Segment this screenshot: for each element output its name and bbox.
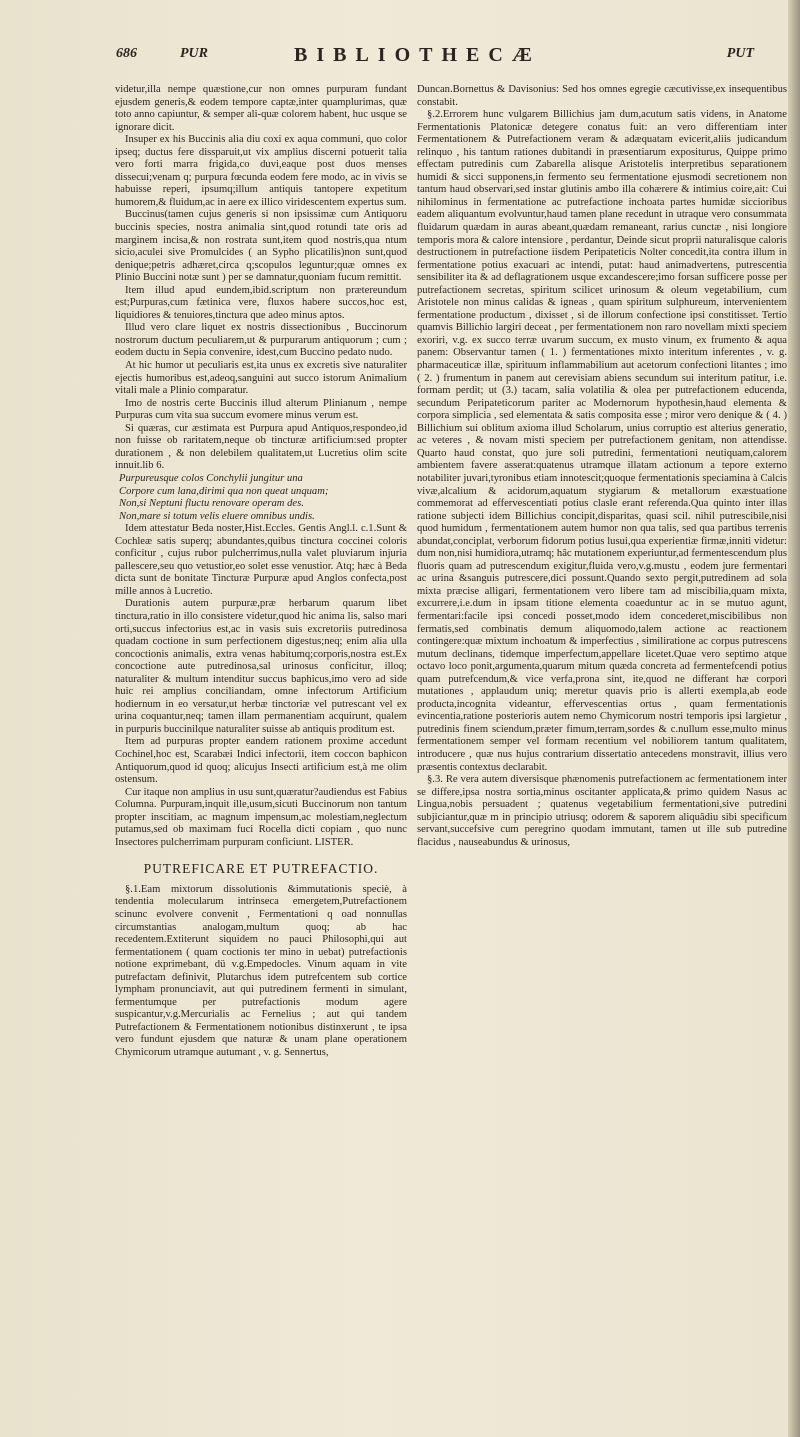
paragraph: Durationis autem purpuræ,præ herbarum quarum libet tinctura,ratio in illo consistere videtur,quod hic anima lis, salso mari orti,succus infectorius est,ac in vasis suis excretoriis putredinosa quadam coctione in sum perfectionem digestus;neq; enim alia ulla concoctionis animalis, extra venas habitumq;corporis,nostra est.Ex concoctione aute putredinosa,sal urinosus conficitur, illoq; naturaliter & multum intenditur succus baphicus,imo vero ad side huic rei amplius conciliandam, omne infectorum Artificium hodiernum in eo versatur,ut herbæ tinctoriæ vel putrescant vel ex urina coquantur,neq; tamen illam permanentiam acquirunt, qualem in purpuris buccinilque naturaliter suisse ab antiquis proditum est.	[115, 598, 407, 735]
paragraph: Illud vero clare liquet ex nostris dissectionibus , Buccinorum nostrorum ductum peculiarem,ut & purpurarum antiquorum ; cum ; eodem ductu in Sepia convenire, idest,cum Buccino pedato nudo.	[115, 322, 407, 359]
right-catchword: PUT	[726, 46, 754, 61]
paragraph: Si quæras, cur æstimata est Purpura apud Antiquos,respondeo,id non fuisse ob raritatem,neque ob tincturæ artificium:sed propter durationem , & non delebilem qualitatem,ut Lucretius olim scite innuit.lib 6.	[115, 422, 407, 472]
paragraph: Buccinus(tamen cujus generis si non ipsissimæ cum Antiquoru buccinis species, nostra animalia sint,quod rotundi tate oris ad marginem incisa,& non rostrata sunt,item quod nostris,qua ntum sicio,aculei sive Promulcides ( an Sypho plicatilis)non sunt,quod denique;petris adhæret,circa q;scopulos leguntur;quæ omnes ex Plinio Buccini notæ sunt ) per se damnatur,quoniam fucum remittit.	[115, 209, 407, 284]
verse-line: Corpore cum lana,dirimi qua non queat unquam;	[119, 485, 329, 497]
section-title: PUTREFICARE ET PUTREFACTIO.	[143, 861, 379, 877]
paragraph: At hic humor ut peculiaris est,ita unus ex excretis sive naturaliter ejectis humoribus est,adeoq,sanguini aut succo istorum Animalium vitali male a Plinio comparatur.	[115, 360, 407, 397]
page-header	[116, 46, 760, 68]
verse-line: Non,mare si totum velis eluere omnibus undis.	[119, 510, 315, 522]
left-catchword: PUR	[180, 46, 208, 61]
paragraph: Cur itaque non amplius in usu sunt,quæratur?audiendus est Fabius Columna. Purpuram,inquit ille,usum,sicuti Buccinorum non tantum propter inscitiam, ac magnum impensum,ac molestiam,neglectum putamus,sed ob maximam fuci Rocella dicti copiam , quo nunc Insectores pulcherrimam purpuram conficiunt. LISTER.	[115, 786, 407, 848]
left-column	[115, 84, 407, 1060]
paragraph: Idem attestatur Beda noster,Hist.Eccles. Gentis Angl.l. c.1.Sunt & Cochleæ satis superq; abundantes,quibus tinctura coccinei coloris conficitur , cujus rubor pulcherrimus,nulla valet pluviarum injuria pallescere,seu quo vetustior,eo solet esse venustior. Atq; hæc à Beda dicta sunt de bonitate Tincturæ Purpuræ apud Anglos confecta,post mille annos à Lucretio.	[115, 523, 407, 597]
paragraph: Imo de nostris certe Buccinis illud alterum Plinianum , nempe Purpuras cum vita sua succum evomere minus verum est.	[115, 397, 407, 422]
page-number: 686	[116, 46, 137, 61]
paragraph: Item illud apud eundem,ibid.scriptum non prætereundum est;Purpuras,cum fætinica vere, fluxos habere succos,hoc est, liquidiores & tenuiores,tinctura que adeo minus aptos.	[115, 284, 407, 321]
paragraph: Item ad purpuras propter eandem rationem proxime accedunt Cochinel,hoc est, Scarabæi Indici infectorii, item coccon baphicon Antiquorum,quod id quoq; alicujus Insecti artificium est,à me olim ostensum.	[115, 736, 407, 786]
paragraph: §.1.Eam mixtorum dissolutionis &immutationis speciè, à tendentia molecularum intrinseca emergetem,Putrefactionem scinunc evolvere convenit , Fermentationi q oad nonnullas circumstantias analogam,multum quoq; ab hac recedentem.Extiterunt siquidem no pauci Philosophi,qui aut fermentationem ( quam coctionis ter mino in uebat) putrefactionis notione exprimebant, dü v.g.Empedocles. Vinum aquam in vite putrefactam definivit, Plutarchus idem putrefcentem sub cortice lympham pronunciavit, aut qui putredinem fermenti in simulant, fermentumque per putrefactionis modum agere suspicantur,v.g.Mercurialis ac Fernelius ; aut qui tandem Putrefactionem & Fermentationem notionibus distinxerunt , te ipsa vero fundunt ejusdem que naturæ & unam plane operationem Chymicorum utramque autumant , v. g. Sennertus,	[115, 883, 407, 1059]
paragraph: Insuper ex his Buccinis alia diu coxi ex aqua communi, quo color ipseq; ductus fere dissparuit,ut vix amplius discerni potuerit talia vero forti marra frigida,co duvi,eaque post duos menses dissecui;venam q; purpura fœcunda eodem fere modo, ac in vivis se habuisse reperi, ipsumq;illum antiquis tantopere expetitum humorem,& fluidum,ac in aere ex illico viridescentem expertus sum.	[115, 134, 407, 208]
verse-line: Non,si Neptuni fluctu renovare operam des.	[119, 498, 304, 510]
right-column	[417, 84, 787, 849]
paragraph: videtur,illa nempe quæstione,cur non omnes purpuram fundant ejusdem generis,& eodem tempore captæ,inter quamplurimas, quæ toto anno capiuntur, & semper ali-quæ colorem habent, huc usque se ignorare dicit.	[115, 84, 407, 133]
running-head: BIBLIOTHECÆ	[294, 44, 541, 66]
paragraph: Duncan.Bornettus & Davisonius: Sed hos omnes egregie cæcutivisse,ex insequentibus constabit.	[417, 84, 787, 108]
paragraph: §.3. Re vera autem diversisque phænomenis putrefactionem ac fermentationem inter se differe,ipsa nostra sortia,minus oscitanter applicata,& primo quidem Nasus ac Lingua,nobis persuadent ; quatenus vegetabilium fermentationi,sive putredini subjiciantur,quæ m in principio utriusq; odorem & saporem aliquâdiu sibi specificum servant,succefsive cum peregrino quodam immutant, tamen ut ille sub putredine flacidus , nauseabundus & urinosus,	[417, 774, 787, 848]
verse-line: Purpureusque colos Conchylii jungitur una	[119, 472, 303, 484]
paragraph: §.2.Errorem hunc vulgarem Billichius jam dum,acutum satis videns, in Anatome Fermentationis Platonicæ detegere conatus fuit: an vero differentiam inter Fermentationem & Putrefactionem veram & adæquatam evicerit,aliis judicandum relinquo , his tantum rationes dubitandi in præsentiarum expositurus, Quippe primo effectam putredinis cum Zabarella alisque Aristotelis interpretibus separationem humidi & sicci supponens,in fermento seu fermentatione ejusmodi secretionem non tantum haud observari,sed instar glutinis ambo illa cohærere & intimius coire,ait: Cui nihilominus in fermentatione ac putrefactione inchoata partes humidæ siccioribus eadem aliquantum evolvuntur,haud tamen plane recedunt in utraque vero consummata fluidarum quædam in auras abeant,quædam remaneant, rarius cunctæ , nisi longiore temporis mora & calore intensiore , perdantur, Deinde sicut proprii naturalisque caloris destructionem in putrefactione iisdem Peripateticis Nolter concedit,ita contra illum in fermentatione potius exacuari ac intendi, putat: haud animadvertens, putrescentia sensibiliter ita & ad deflagrationem usque excandescere;imo forsan sufficere posse per putrefactionem secretas, spiritum scilicet urinosum & oleum vegetabilium, cum Aristotele non minus calidas & igneas , quam spiritum sulphureum, intervenientem fermentatione productum , dixisset , si de illorum confectione ipsi constitisset. Tertio quamvis Billichio largiri deceat , per fermentationem non raro novellam mixti speciem exoriri, v.g. ex succo terræ uvarum succum, ex musto vinum, ex frumento & aqua panem: Observantur tamen ( 1. ) fermentationes mixto interitum inferentes , v. g. pharmaceuticæ illæ, spirituum inflammabilium aut acetorum confectioni litantes ; imo ( 2. ) frumentum in panem aut cerevisiam abiens secundum sui interitum patitur, i.e. formam perdit; ut (3.) tacam, salia volatilia & olea per putrefactionem educenda, secundum Peripateticorum pariter ac Modernorum hypothesin,haud elementa & corpora simplicia , sed elementata & satis composita esse ; miror vero denique & ( 4. ) Billichium sui oblitum axioma illud Scholarum, unius corruptio est alterius generatio, ac veteres , & novam misti speciem per putrefactionem genitam, non attendisse. Quarto haud constat, quo jure soli putredini, fermentationi neutiquam,calorem ambientem favere asserat:quatenus utramque illatam actionum a tepore externo notabiliter juvari,tyronibus etiam innotescit;quoque fermentationis speciamina à Calcis vivæ,alcalium & acidorum,aquatum stygiarum & metallorum exæstuatione commemorat ad effervescentiati potius clasle erant referenda.Qua quinto inter illas ratione subjecti idem Billichius concipit,disparitas, quasi scil. nihil putrescibile,nisi quod humidum , fermentationem autem humor non qua talis, sed qua partibus terrenis abundat,conciplat, verborum fidorum potius lusui,qua experientiæ firmæ,inniti videtur: dum non,nisi humidiora,utramq; hâc mutationem experiuntur,ad fermentescendum plus fluoris quam ad putrescendum exigitur,fluida vero,v.g.mustu , eodem jure fermentari ac urina &sanguis putrescere,dici possunt.Quando sexto pergit,putredinem ad sola mixta præcise alligari, fermentationem vero libere tam ad miscibilia,quam mixta, excurrere,i.e.dum in ipsam titione elementa coaeduntur ac in se mutuo agunt, fermentari:facile ipsi concedi posset,modo idem concederet,miscibilibus non fermatis,sed combinatis demum aliquomodo,talem actione ac reactionem contingere:quæ mixtum inchoatum & imperfectius , similiratione ac corpus putrescens mutum declinans, tidemque imperfectum,appellare licetet.Quae vero septimo atque octavo loco ponit,argumenta,quarum mitum quæda concreta ad fermentefcendi potius quam putrefcendum,& vice verfa,prona sint, ite,quod ne differant hæ corpori mutationes , applaudum uniq; meretur quavis prio is allerti exempla,ab eode producta,incognita videantur, effervescentias ortus , quam fermentationis evincentia,ratione posterioris autem nemo Chymicorum nostri temporis ipsi largietur , putredinis finem sciendum,præter fimum,terram,sordes & c.nullum esse,multo minus fermentationem semper vel formam recentium vel nobiliorem tantum qualitatem, introducere , quæ nus hujus contrarium dissertatio antecedens monstravit, illius vero præsentis contextus declarabit.	[417, 109, 787, 773]
page-edge	[788, 0, 800, 1437]
